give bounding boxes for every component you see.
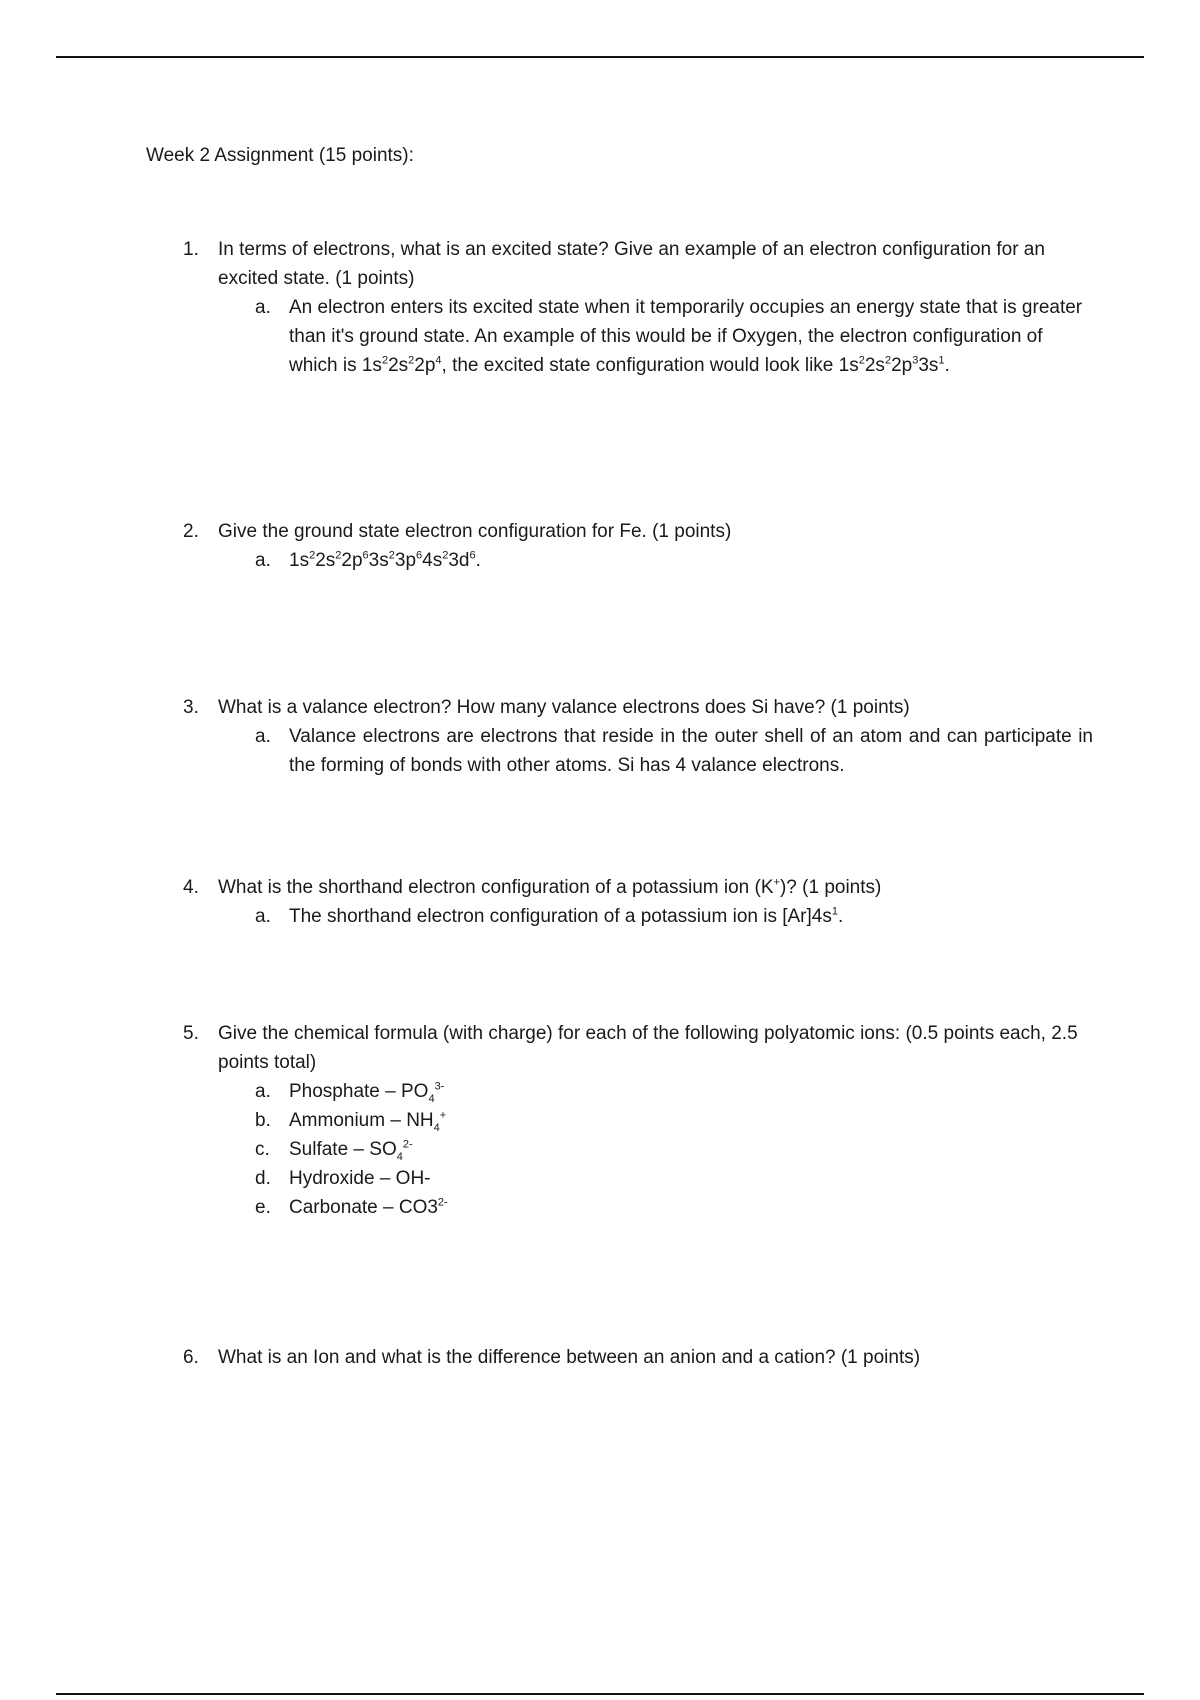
- question-2: [183, 517, 1093, 575]
- answer-item-carbonate: e. Carbonate – $CO3^{2-}$: [289, 1193, 1093, 1222]
- question-text: In terms of electrons, what is an excited state? Give an example of an electron configuration for an excited state. (1 points): [218, 239, 1045, 289]
- answer-item-sulfate: c. Sulfate – $SO_4^{2-}$: [289, 1135, 1093, 1164]
- question-3: [183, 693, 1093, 780]
- question-4: [183, 873, 1093, 931]
- question-number: 3.: [183, 697, 199, 718]
- answer-text: An electron enters its excited state when it temporarily occupies an energy state that is greater than it's ground state. An example of this would be if Oxygen, the electron configuration of which is: [289, 297, 1083, 376]
- answer-letter: a.: [255, 1081, 271, 1102]
- question-5: [183, 1019, 1093, 1222]
- answer-item-ammonium: b. Ammonium – $NH_4^+$: [289, 1106, 1093, 1135]
- question-1: [183, 235, 1093, 380]
- answer-item-hydroxide: d. Hydroxide – OH-: [289, 1164, 1093, 1193]
- answer-item: a. An electron enters its excited state when it temporarily occupies an energy state that is greater than it's ground state. An example of this would be if Oxygen, the electron configuration of which is $1s^22s^22p^4$, the excited state configuration would look like $1s^22s^22p^33s^1$.: [289, 293, 1093, 380]
- question-text: What is an Ion and what is the difference between an anion and a cation? (1 points): [218, 1347, 921, 1368]
- answer-item: a. $1s^22s^22p^63s^23p^64s^23d^6$.: [289, 546, 1093, 575]
- answer-text: Valance electrons are electrons that reside in the outer shell of an atom and can participate in the forming of bonds with other atoms. Si has 4 valance electrons.: [289, 726, 1093, 776]
- document-title: Week 2 Assignment (15 points):: [146, 145, 414, 166]
- answer-item: [255, 722, 1093, 780]
- answer-letter: a.: [255, 726, 271, 747]
- answer-list: [255, 902, 1093, 931]
- answer-letter: d.: [255, 1168, 271, 1189]
- question-text: Give the chemical formula (with charge) for each of the following polyatomic ions: (0.5 points each, 2.5 points total): [218, 1023, 1078, 1073]
- question-number: 6.: [183, 1347, 199, 1368]
- answer-letter: a.: [255, 550, 271, 571]
- answer-text: The shorthand electron configuration of a potassium ion is $[Ar]4s^1$.: [289, 905, 844, 927]
- answer-letter: b.: [255, 1110, 271, 1131]
- question-number: 4.: [183, 877, 199, 898]
- question-6: [183, 1343, 1093, 1372]
- config-iron: $1s^22s^22p^63s^23p^64s^23d^6$: [289, 549, 476, 571]
- config-oxygen: $1s^22s^22p^4$: [361, 354, 442, 376]
- answer-letter: a.: [255, 906, 271, 927]
- answer-letter: c.: [255, 1139, 270, 1160]
- answer-list: [255, 722, 1093, 780]
- footer-rule: [56, 1693, 1144, 1695]
- question-text: Give the ground state electron configuration for Fe. (1 points): [218, 521, 732, 542]
- question-text: What is the shorthand electron configuration of a potassium ion (K+)? (1 points): [218, 876, 882, 898]
- answer-list: [255, 1077, 1093, 1222]
- question-number: 2.: [183, 521, 199, 542]
- answer-letter: a.: [255, 297, 271, 318]
- question-text: What is a valance electron? How many valance electrons does Si have? (1 points): [218, 697, 910, 718]
- question-number: 5.: [183, 1023, 199, 1044]
- answer-letter: e.: [255, 1197, 271, 1218]
- answer-list: [255, 546, 1093, 575]
- answer-item: [255, 902, 1093, 931]
- question-number: 1.: [183, 239, 199, 260]
- answer-list: [255, 293, 1093, 380]
- header-rule: [56, 56, 1144, 58]
- config-excited: $1s^22s^22p^33s^1$: [838, 354, 945, 376]
- answer-item-phosphate: a. Phosphate – $PO_4^{3-}$: [289, 1077, 1093, 1106]
